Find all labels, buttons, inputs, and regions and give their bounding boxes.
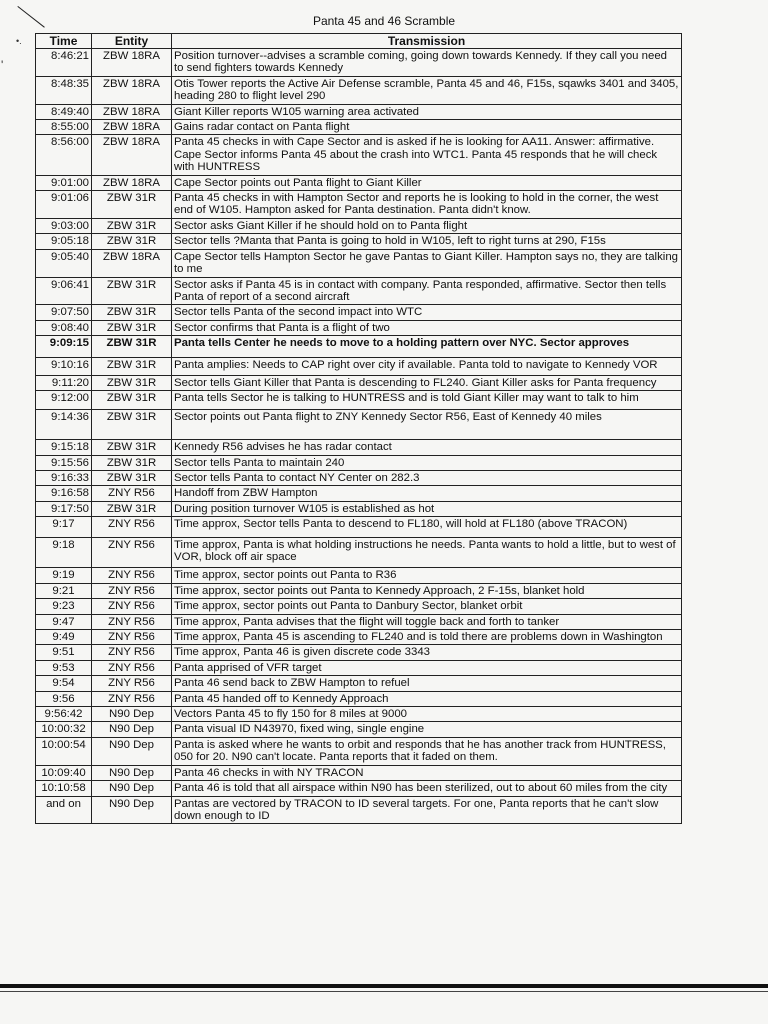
entity-cell: ZBW 31R [92,391,172,409]
time-cell: 9:56 [36,691,92,706]
entity-cell: ZNY R56 [92,486,172,501]
time-cell: 10:09:40 [36,765,92,780]
transmission-cell: Sector asks Giant Killer if he should hold on to Panta flight [172,218,682,233]
time-cell: 9:11:20 [36,375,92,390]
table-row [36,49,682,77]
time-cell: 8:46:21 [36,49,92,77]
time-cell: 9:09:15 [36,336,92,357]
table-row [36,305,682,320]
time-cell: 9:21 [36,583,92,598]
entity-cell: ZBW 18RA [92,249,172,277]
transmission-cell: Pantas are vectored by TRACON to ID several targets. For one, Panta reports that he can't slow down enough to ID [172,796,682,824]
entity-cell: N90 Dep [92,796,172,824]
entity-cell: ZBW 31R [92,455,172,470]
transmission-cell: Sector tells Panta of the second impact into WTC [172,305,682,320]
table-row [36,765,682,780]
entity-cell: ZBW 31R [92,357,172,375]
table-row [36,320,682,335]
table-row [36,191,682,219]
entity-cell: ZNY R56 [92,630,172,645]
time-cell: 9:15:18 [36,440,92,455]
table-row [36,501,682,516]
time-cell: 9:51 [36,645,92,660]
transmission-cell: Gains radar contact on Panta flight [172,120,682,135]
table-row [36,645,682,660]
transmission-cell: Panta 45 checks in with Hampton Sector and reports he is looking to hold in the corner, the west end of W105. Hampton asked for Panta destination. Panta didn't know. [172,191,682,219]
time-cell: 9:17:50 [36,501,92,516]
table-row [36,796,682,824]
transmission-cell: Otis Tower reports the Active Air Defense scramble, Panta 45 and 46, F15s, sqawks 3401 and 3405, heading 280 to flight level 290 [172,76,682,104]
entity-cell: ZBW 31R [92,305,172,320]
transmission-cell: Cape Sector points out Panta flight to Giant Killer [172,175,682,190]
transmission-cell: Sector asks if Panta 45 is in contact with company. Panta responded, affirmative. Sector then tells Panta of report of a second aircraft [172,277,682,305]
table-row [36,537,682,568]
entity-cell: N90 Dep [92,765,172,780]
page-bottom-rule [0,984,768,988]
table-row [36,76,682,104]
table-row [36,486,682,501]
transmission-cell: Time approx, Panta is what holding instructions he needs. Panta wants to hold a little, but to west of VOR, block off air space [172,537,682,568]
table-row [36,691,682,706]
transmission-cell: Kennedy R56 advises he has radar contact [172,440,682,455]
transmission-column-header: Transmission [172,34,682,49]
time-cell: 9:14:36 [36,409,92,439]
table-row [36,336,682,357]
time-cell: 9:17 [36,517,92,537]
entity-cell: ZBW 18RA [92,175,172,190]
entity-cell: N90 Dep [92,722,172,737]
transmission-cell: Time approx, Sector tells Panta to descend to FL180, will hold at FL180 (above TRACON) [172,517,682,537]
transmission-cell: Vectors Panta 45 to fly 150 for 8 miles at 9000 [172,707,682,722]
time-cell: 9:03:00 [36,218,92,233]
time-cell: 9:10:16 [36,357,92,375]
scan-artifact-mark: •. [16,36,22,46]
entity-cell: ZBW 18RA [92,76,172,104]
transmission-cell: Panta 46 send back to ZBW Hampton to refuel [172,676,682,691]
transmission-cell: Sector points out Panta flight to ZNY Kennedy Sector R56, East of Kennedy 40 miles [172,409,682,439]
transmission-cell: Panta tells Center he needs to move to a holding pattern over NYC. Sector approves [172,336,682,357]
transmission-cell: Panta tells Sector he is talking to HUNTRESS and is told Giant Killer may want to talk to him [172,391,682,409]
entity-cell: ZBW 18RA [92,120,172,135]
table-row [36,391,682,409]
transmission-cell: Cape Sector tells Hampton Sector he gave Pantas to Giant Killer. Hampton says no, they are talking to me [172,249,682,277]
entity-cell: ZNY R56 [92,599,172,614]
entity-cell: ZBW 18RA [92,135,172,175]
time-cell: 8:48:35 [36,76,92,104]
transmission-cell: Sector confirms that Panta is a flight of two [172,320,682,335]
transmission-cell: Sector tells Panta to maintain 240 [172,455,682,470]
time-cell: 9:08:40 [36,320,92,335]
time-cell: 9:15:56 [36,455,92,470]
table-row [36,614,682,629]
transmission-cell: During position turnover W105 is established as hot [172,501,682,516]
transmission-cell: Sector tells ?Manta that Panta is going to hold in W105, left to right turns at 290, F15s [172,234,682,249]
transmission-cell: Giant Killer reports W105 warning area activated [172,104,682,119]
time-cell: 9:47 [36,614,92,629]
page-title: Panta 45 and 46 Scramble [312,14,456,28]
table-header-row [36,34,682,49]
entity-cell: ZBW 31R [92,277,172,305]
entity-cell: ZBW 31R [92,191,172,219]
entity-cell: ZBW 31R [92,218,172,233]
time-cell: 9:53 [36,660,92,675]
time-cell: 9:23 [36,599,92,614]
transmission-cell: Panta 46 checks in with NY TRACON [172,765,682,780]
scan-artifact-mark: ' [1,58,4,72]
entity-cell: ZBW 31R [92,440,172,455]
transmission-log-table [35,33,682,824]
time-cell: 9:05:40 [36,249,92,277]
table-row [36,470,682,485]
entity-cell: ZBW 18RA [92,104,172,119]
transmission-cell: Panta 45 handed off to Kennedy Approach [172,691,682,706]
time-cell: 10:00:32 [36,722,92,737]
transmission-cell: Handoff from ZBW Hampton [172,486,682,501]
table-row [36,218,682,233]
time-cell: 9:01:06 [36,191,92,219]
entity-cell: ZNY R56 [92,537,172,568]
table-row [36,104,682,119]
entity-column-header: Entity [92,34,172,49]
table-row [36,455,682,470]
transmission-cell: Time approx, sector points out Panta to R36 [172,568,682,583]
entity-cell: ZNY R56 [92,614,172,629]
time-cell: 9:54 [36,676,92,691]
table-row [36,599,682,614]
transmission-cell: Time approx, sector points out Panta to Kennedy Approach, 2 F-15s, blanket hold [172,583,682,598]
time-cell: 9:19 [36,568,92,583]
time-cell: 9:05:18 [36,234,92,249]
time-cell: 8:55:00 [36,120,92,135]
entity-cell: N90 Dep [92,707,172,722]
table-row [36,583,682,598]
time-cell: 10:00:54 [36,737,92,765]
entity-cell: ZBW 31R [92,470,172,485]
entity-cell: ZNY R56 [92,583,172,598]
table-row [36,409,682,439]
entity-cell: ZNY R56 [92,517,172,537]
table-row [36,375,682,390]
transmission-cell: Time approx, Panta 46 is given discrete code 3343 [172,645,682,660]
table-row [36,722,682,737]
table-row [36,707,682,722]
time-cell: 9:18 [36,537,92,568]
entity-cell: N90 Dep [92,737,172,765]
page-bottom-rule-thin [0,991,768,992]
time-cell: 9:49 [36,630,92,645]
table-row [36,277,682,305]
table-row [36,676,682,691]
transmission-cell: Position turnover--advises a scramble coming, going down towards Kennedy. If they call you need to send fighters towards Kennedy [172,49,682,77]
entity-cell: ZBW 31R [92,234,172,249]
table-row [36,440,682,455]
table-row [36,737,682,765]
table-row [36,234,682,249]
entity-cell: ZBW 18RA [92,49,172,77]
table-row [36,568,682,583]
time-cell: 9:16:33 [36,470,92,485]
transmission-cell: Panta amplies: Needs to CAP right over city if available. Panta told to navigate to Kennedy VOR [172,357,682,375]
table-row [36,249,682,277]
transmission-cell: Panta visual ID N43970, fixed wing, single engine [172,722,682,737]
transmission-cell: Time approx, Panta advises that the flight will toggle back and forth to tanker [172,614,682,629]
entity-cell: N90 Dep [92,781,172,796]
time-cell: 9:12:00 [36,391,92,409]
entity-cell: ZBW 31R [92,501,172,516]
time-cell: 9:07:50 [36,305,92,320]
transmission-cell: Sector tells Panta to contact NY Center on 282.3 [172,470,682,485]
transmission-cell: Panta 45 checks in with Cape Sector and is asked if he is looking for AA11. Answer: affirmative. Cape Sector informs Panta 45 about the crash into WTC1. Panta 45 responds that he will check with HUNTRESS [172,135,682,175]
entity-cell: ZNY R56 [92,691,172,706]
time-cell: 8:49:40 [36,104,92,119]
time-cell: 8:56:00 [36,135,92,175]
entity-cell: ZBW 31R [92,375,172,390]
time-cell: and on [36,796,92,824]
transmission-cell: Sector tells Giant Killer that Panta is descending to FL240. Giant Killer asks for Panta frequency [172,375,682,390]
transmission-cell: Panta 46 is told that all airspace within N90 has been sterilized, out to about 60 miles from the city [172,781,682,796]
table-row [36,660,682,675]
entity-cell: ZBW 31R [92,409,172,439]
entity-cell: ZNY R56 [92,645,172,660]
time-column-header: Time [36,34,92,49]
table-row [36,630,682,645]
entity-cell: ZNY R56 [92,568,172,583]
table-row [36,135,682,175]
table-row [36,357,682,375]
time-cell: 9:01:00 [36,175,92,190]
time-cell: 9:06:41 [36,277,92,305]
table-row [36,120,682,135]
table-row [36,781,682,796]
time-cell: 9:56:42 [36,707,92,722]
entity-cell: ZBW 31R [92,320,172,335]
time-cell: 9:16:58 [36,486,92,501]
transmission-cell: Time approx, Panta 45 is ascending to FL240 and is told there are problems down in Washington [172,630,682,645]
table-row [36,517,682,537]
table-row [36,175,682,190]
log-body [36,49,682,824]
time-cell: 10:10:58 [36,781,92,796]
entity-cell: ZBW 31R [92,336,172,357]
transmission-cell: Panta is asked where he wants to orbit and responds that he has another track from HUNTRESS, 050 for 20. N90 can't locate. Panta reports that it faded on them. [172,737,682,765]
entity-cell: ZNY R56 [92,660,172,675]
entity-cell: ZNY R56 [92,676,172,691]
transmission-cell: Panta apprised of VFR target [172,660,682,675]
transmission-cell: Time approx, sector points out Panta to Danbury Sector, blanket orbit [172,599,682,614]
